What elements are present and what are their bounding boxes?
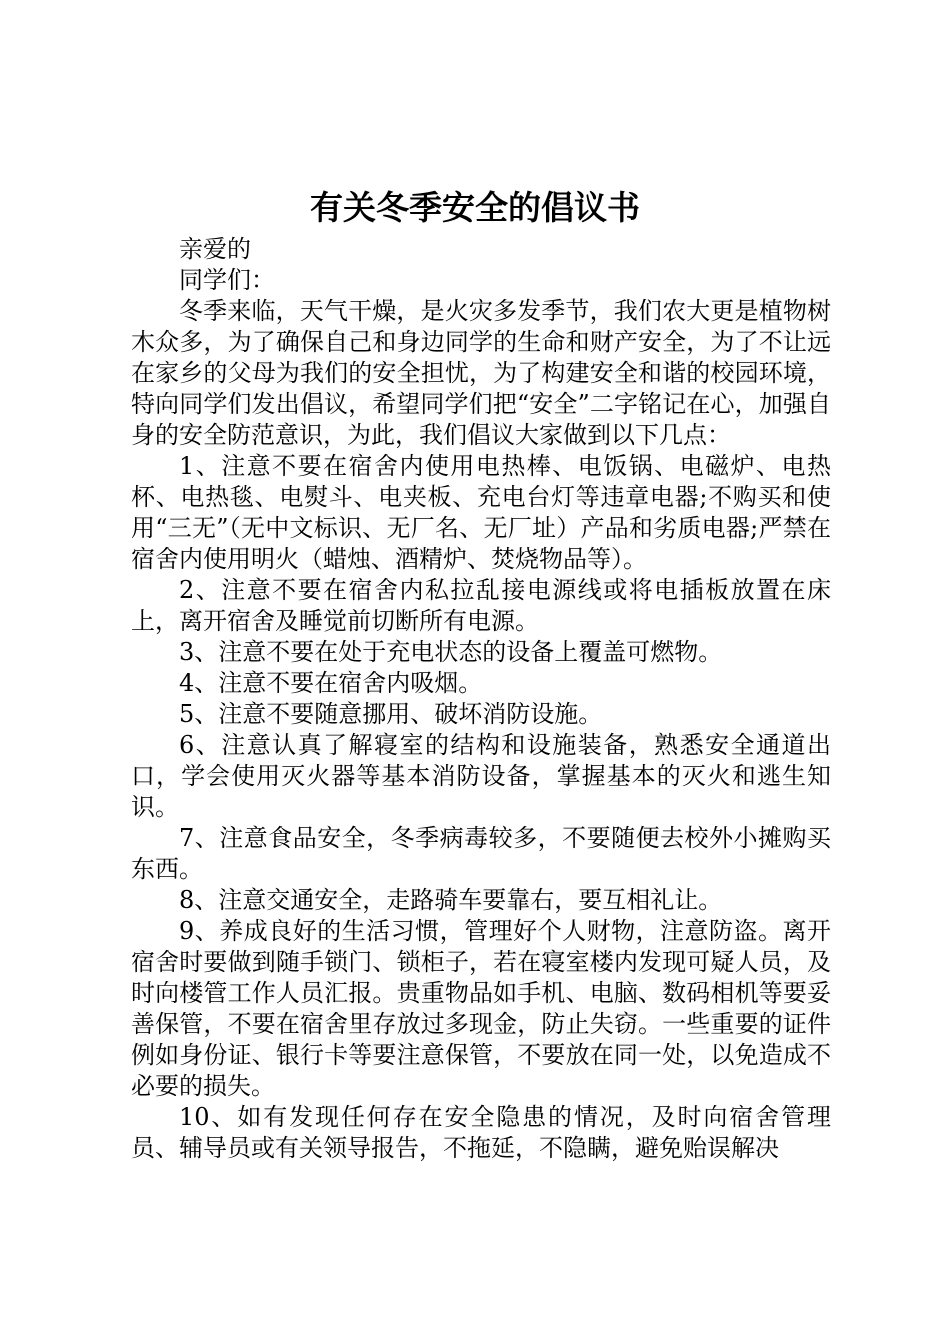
list-item: 5、注意不要随意挪用、破坏消防设施。 xyxy=(179,700,603,728)
intro-paragraph: 冬季来临，天气干燥，是火灾多发季节，我们农大更是植物树木众多，为了确保自己和身边同学的生命和财产安全，为了不让远在家乡的父母为我们的安全担忧，为了构建安全和谐的校园环境，特向同学们发出倡议，希望同学们把“安全”二字铭记在心，加强自身的安全防范意识，为此，我们倡议大家做到以下几点： xyxy=(131,297,831,449)
document-body xyxy=(131,234,831,1164)
list-item: 8、注意交通安全，走路骑车要靠右，要互相礼让。 xyxy=(179,886,723,914)
list-item: 2、注意不要在宿舍内私拉乱接电源线或将电插板放置在床上，离开宿舍及睡觉前切断所有电源。 xyxy=(131,576,831,635)
document-title: 有关冬季安全的倡议书 xyxy=(310,188,640,227)
list-item: 7、注意食品安全，冬季病毒较多，不要随便去校外小摊购买东西。 xyxy=(131,824,831,883)
list-item: 9、养成良好的生活习惯，管理好个人财物，注意防盗。离开宿舍时要做到随手锁门、锁柜子，若在寝室楼内发现可疑人员，及时向楼管工作人员汇报。贵重物品如手机、电脑、数码相机等要妥善保管，不要在宿舍里存放过多现金，防止失窃。一些重要的证件例如身份证、银行卡等要注意保管，不要放在同一处，以免造成不必要的损失。 xyxy=(131,917,831,1100)
list-item: 10、如有发现任何存在安全隐患的情况，及时向宿舍管理员、辅导员或有关领导报告，不拖延，不隐瞒，避免贻误解决 xyxy=(131,1103,831,1162)
list-item: 4、注意不要在宿舍内吸烟。 xyxy=(179,669,483,697)
list-item: 3、注意不要在处于充电状态的设备上覆盖可燃物。 xyxy=(179,638,723,666)
salutation-line: 同学们： xyxy=(179,266,275,294)
list-item: 6、注意认真了解寝室的结构和设施装备，熟悉安全通道出口，学会使用灭火器等基本消防设备，掌握基本的灭火和逃生知识。 xyxy=(131,731,831,821)
salutation-line: 亲爱的 xyxy=(179,235,251,263)
list-item: 1、注意不要在宿舍内使用电热棒、电饭锅、电磁炉、电热杯、电热毯、电熨斗、电夹板、充电台灯等违章电器;不购买和使用“三无”（无中文标识、无厂名、无厂址）产品和劣质电器;严禁在宿舍内使用明火（蜡烛、酒精炉、焚烧物品等）。 xyxy=(131,452,831,573)
